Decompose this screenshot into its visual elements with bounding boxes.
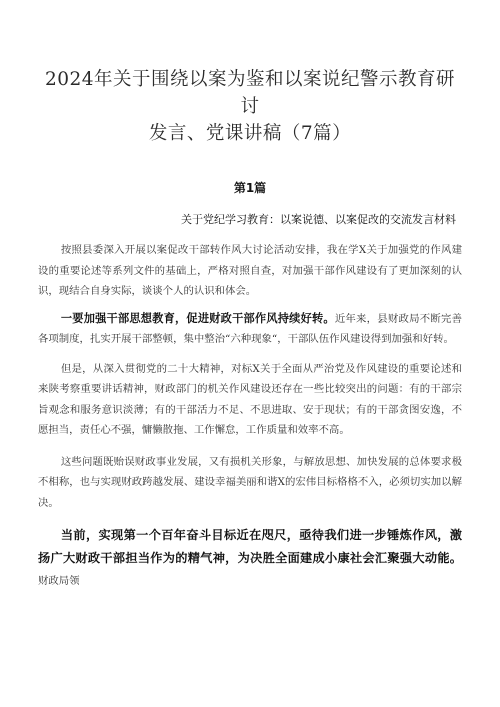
paragraph-5-lead: 当前，实现第一个百年奋斗目标近在咫尺，亟待我们进一步锤炼作风，激扬广大财政干部担当作为的精气神，为决胜全面建成小康社会汇聚强大动能。 xyxy=(38,528,462,565)
paragraph-4: 这些问题既贻误财政事业发展，又有损机关形象，与解放思想、加快发展的总体要求极不相称，也与实现财政跨越发展、建设幸福美丽和谐X的宏伟目标格格不入，必须切实加以解决。 xyxy=(38,455,462,509)
document-title xyxy=(38,66,462,147)
paragraph-2-lead: 一要加强干部思想教育，促进财政干部作风持续好转。 xyxy=(60,311,335,325)
paragraph-2 xyxy=(38,309,462,350)
paragraph-2-body: 近年来，县财政局不断完善各项制度，扎实开展干部整顿，集中整治“六种现象“，干部队伍作风建设得到加强和好转。 xyxy=(38,312,462,345)
paragraph-3: 但是，从深入贯彻党的二十大精神，对标X关于全面从严治党及作风建设的重要论述和来陕考察重要讲话精神，财政部门的机关作风建设还存在一些比较突出的问题：有的干部宗旨观念和服务意识淡薄；有的干部活力不足、不思进取、安于现状；有的干部贪图安逸，不愿担当，责任心不强，慵懒散拖、工作懈怠，工作质量和效率不高。 xyxy=(38,362,462,436)
paragraph-5-body: 财政局领 xyxy=(38,575,80,587)
paragraph-5 xyxy=(38,524,462,592)
paragraph-1: 按照县委深入开展以案促改干部转作风大讨论活动安排，我在学X关于加强党的作风建设的重要论述等系列文件的基础上，严格对照自查，对加强干部作风建设有了更加深刻的认识，现结合自身实际，谈谈个人的认识和体会。 xyxy=(38,244,462,297)
title-line-2: 发言、党课讲稿（7篇） xyxy=(148,123,352,144)
part-label: 第1篇 xyxy=(233,181,267,195)
section-subtitle: 关于党纪学习教育：以案说德、以案促改的交流发言材料 xyxy=(181,213,456,226)
title-line-1: 2024年关于围绕以案为鉴和以案说纪警示教育研讨 xyxy=(44,69,456,117)
